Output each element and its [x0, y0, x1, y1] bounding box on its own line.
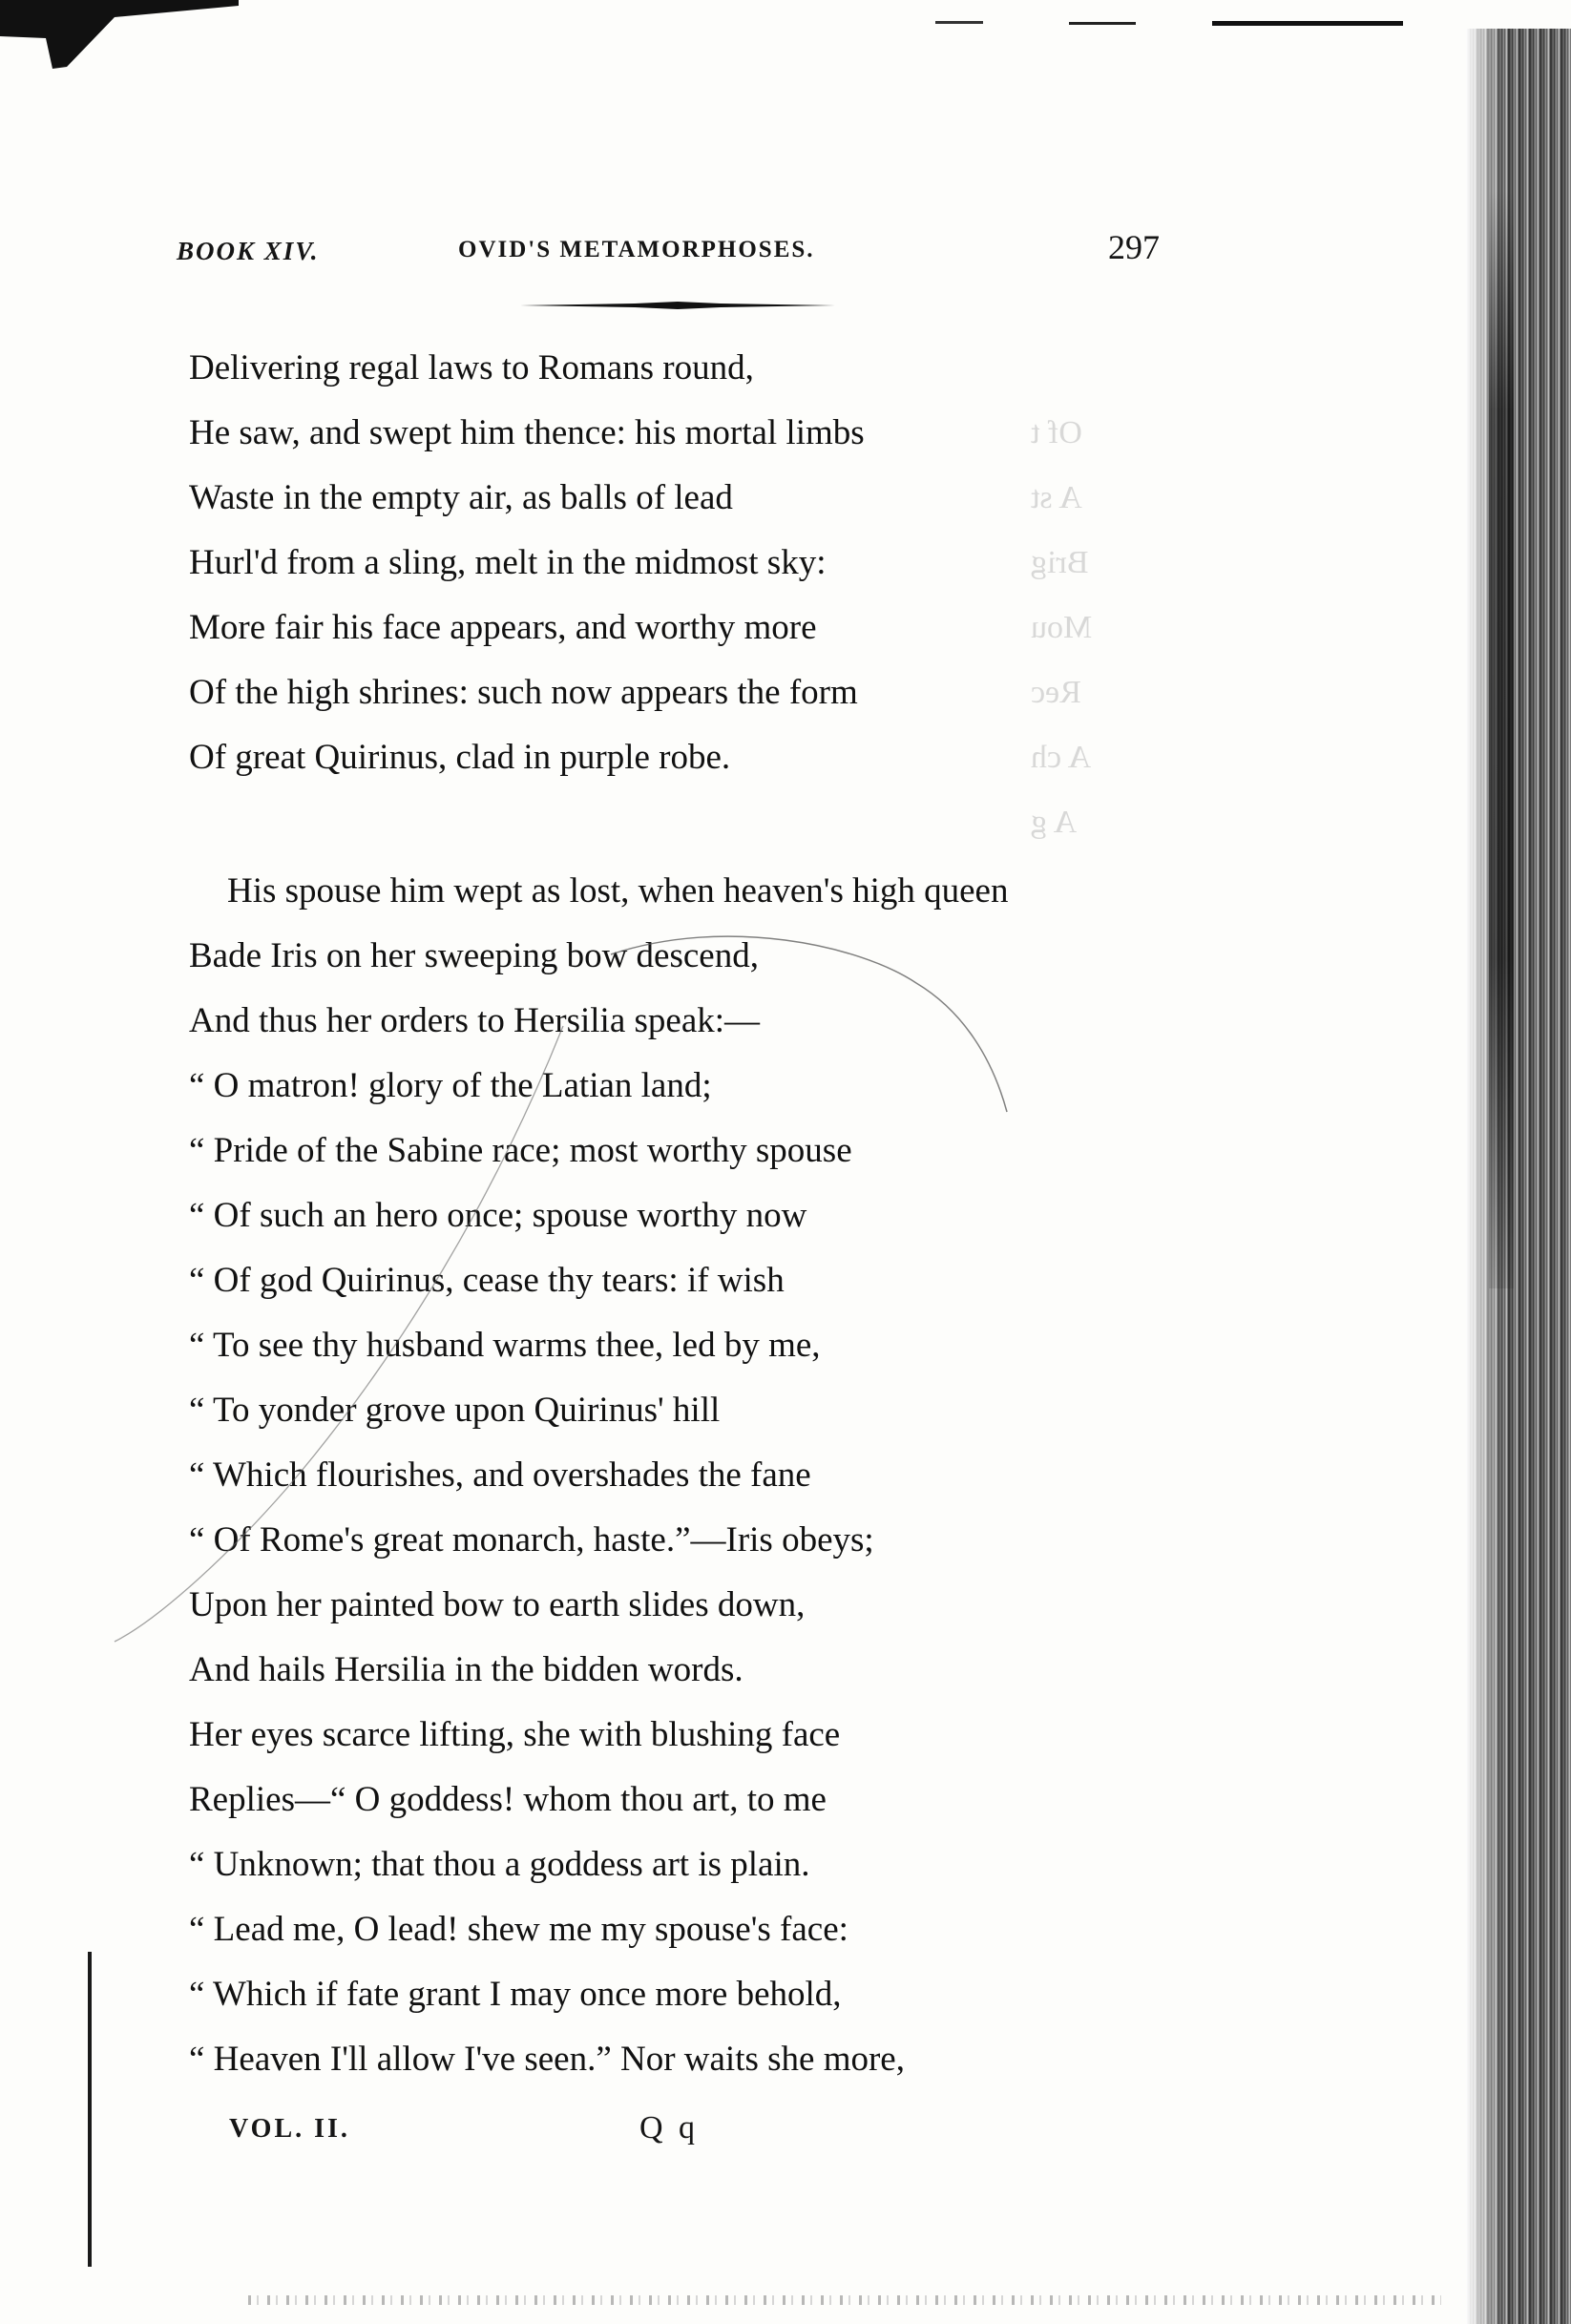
- verse-line: “ Of Rome's great monarch, haste.”—Iris obeys;: [189, 1520, 874, 1560]
- verse-line: Of great Quirinus, clad in purple robe.: [189, 738, 731, 777]
- stanza-1: [189, 336, 1172, 790]
- volume-label: VOL. II.: [229, 2114, 350, 2144]
- verse-line: Hurl'd from a sling, melt in the midmost sky:: [189, 543, 827, 582]
- stanza-2: [189, 859, 1172, 2092]
- verse-line: “ Lead me, O lead! shew me my spouse's face:: [189, 1910, 848, 1949]
- verse-line: “ Which if fate grant I may once more behold,: [189, 1975, 842, 2014]
- verse-line: Bade Iris on her sweeping bow descend,: [189, 936, 759, 975]
- header-rule: [520, 302, 835, 309]
- verse-line: “ Of god Quirinus, cease thy tears: if wish: [189, 1261, 785, 1300]
- book-number: BOOK XIV.: [177, 237, 320, 265]
- verse-line: Waste in the empty air, as balls of lead: [189, 478, 733, 517]
- verse-line: He saw, and swept him thence: his mortal limbs: [189, 413, 865, 452]
- verse-line: “ O matron! glory of the Latian land;: [189, 1066, 712, 1105]
- verse-line: “ To see thy husband warms thee, led by me,: [189, 1326, 821, 1365]
- verse-line: “ Of such an hero once; spouse worthy now: [189, 1196, 807, 1235]
- verse-line: Of the high shrines: such now appears the form: [189, 673, 858, 712]
- work-title: OVID'S METAMORPHOSES.: [458, 237, 815, 262]
- running-head: [177, 227, 1160, 275]
- corner-ink-mark: [0, 0, 248, 76]
- page-footer: [229, 2110, 993, 2162]
- margin-ink-line: [88, 1952, 92, 2267]
- page-number: 297: [1108, 228, 1160, 266]
- verse-line: “ To yonder grove upon Quirinus' hill: [189, 1391, 721, 1430]
- top-edge-marks: [935, 17, 1470, 31]
- verse-line: Delivering regal laws to Romans round,: [189, 348, 754, 387]
- verse-line: More fair his face appears, and worthy more: [189, 608, 817, 647]
- verse-line: Her eyes scarce lifting, she with blushing face: [189, 1715, 841, 1754]
- verse-line: And hails Hersilia in the bidden words.: [189, 1650, 744, 1689]
- verse-line: Replies—“ O goddess! whom thou art, to me: [189, 1780, 827, 1819]
- verse-line: Upon her painted bow to earth slides down,: [189, 1585, 806, 1624]
- binding-gutter-dark: [1489, 191, 1514, 1288]
- binding-gutter-shadow: [1466, 29, 1571, 2324]
- verse-line: His spouse him wept as lost, when heaven's high queen: [227, 871, 1009, 911]
- verse-line: “ Which flourishes, and overshades the fane: [189, 1455, 811, 1495]
- signature-mark: Q q: [639, 2110, 700, 2146]
- bleed-through-text: Of t A st Brig Mou Rec A ch A g: [1031, 415, 1093, 840]
- verse-line: “ Pride of the Sabine race; most worthy spouse: [189, 1131, 852, 1170]
- verse-line: “ Heaven I'll allow I've seen.” Nor waits she more,: [189, 2040, 905, 2079]
- verse-line: “ Unknown; that thou a goddess art is plain.: [189, 1845, 810, 1884]
- bottom-edge-smudge: [248, 2295, 1441, 2305]
- verse-line: And thus her orders to Hersilia speak:—: [189, 1001, 761, 1040]
